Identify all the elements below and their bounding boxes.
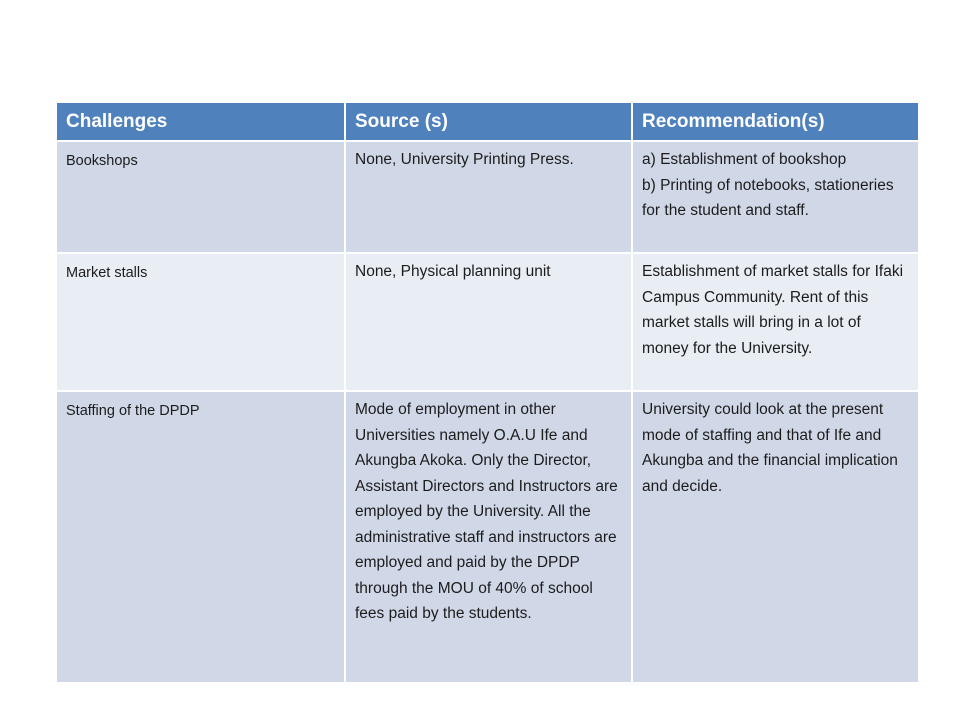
table-row — [57, 391, 918, 683]
table-row — [57, 141, 918, 253]
table-row — [57, 253, 918, 391]
column-header-challenges: Challenges — [57, 103, 345, 141]
source-cell: None, Physical planning unit — [345, 253, 632, 391]
challenges-table — [57, 103, 918, 684]
recommendation-cell: Establishment of market stalls for Ifaki Campus Community. Rent of this market stalls will bring in a lot of money for the University. — [632, 253, 918, 391]
challenge-cell: Market stalls — [57, 253, 345, 391]
column-header-recommendations: Recommendation(s) — [632, 103, 918, 141]
table-header-row — [57, 103, 918, 141]
column-header-sources: Source (s) — [345, 103, 632, 141]
recommendation-cell: University could look at the present mode of staffing and that of Ife and Akungba and the financial implication and decide. — [632, 391, 918, 683]
challenge-cell: Bookshops — [57, 141, 345, 253]
recommendation-cell: a) Establishment of bookshop b) Printing of notebooks, stationeries for the student and staff. — [632, 141, 918, 253]
source-cell: Mode of employment in other Universities namely O.A.U Ife and Akungba Akoka. Only the Director, Assistant Directors and Instructors are employed by the University. All the administrative staff and instructors are employed and paid by the DPDP through the MOU of 40% of school fees paid by the students. — [345, 391, 632, 683]
challenge-cell: Staffing of the DPDP — [57, 391, 345, 683]
source-cell: None, University Printing Press. — [345, 141, 632, 253]
